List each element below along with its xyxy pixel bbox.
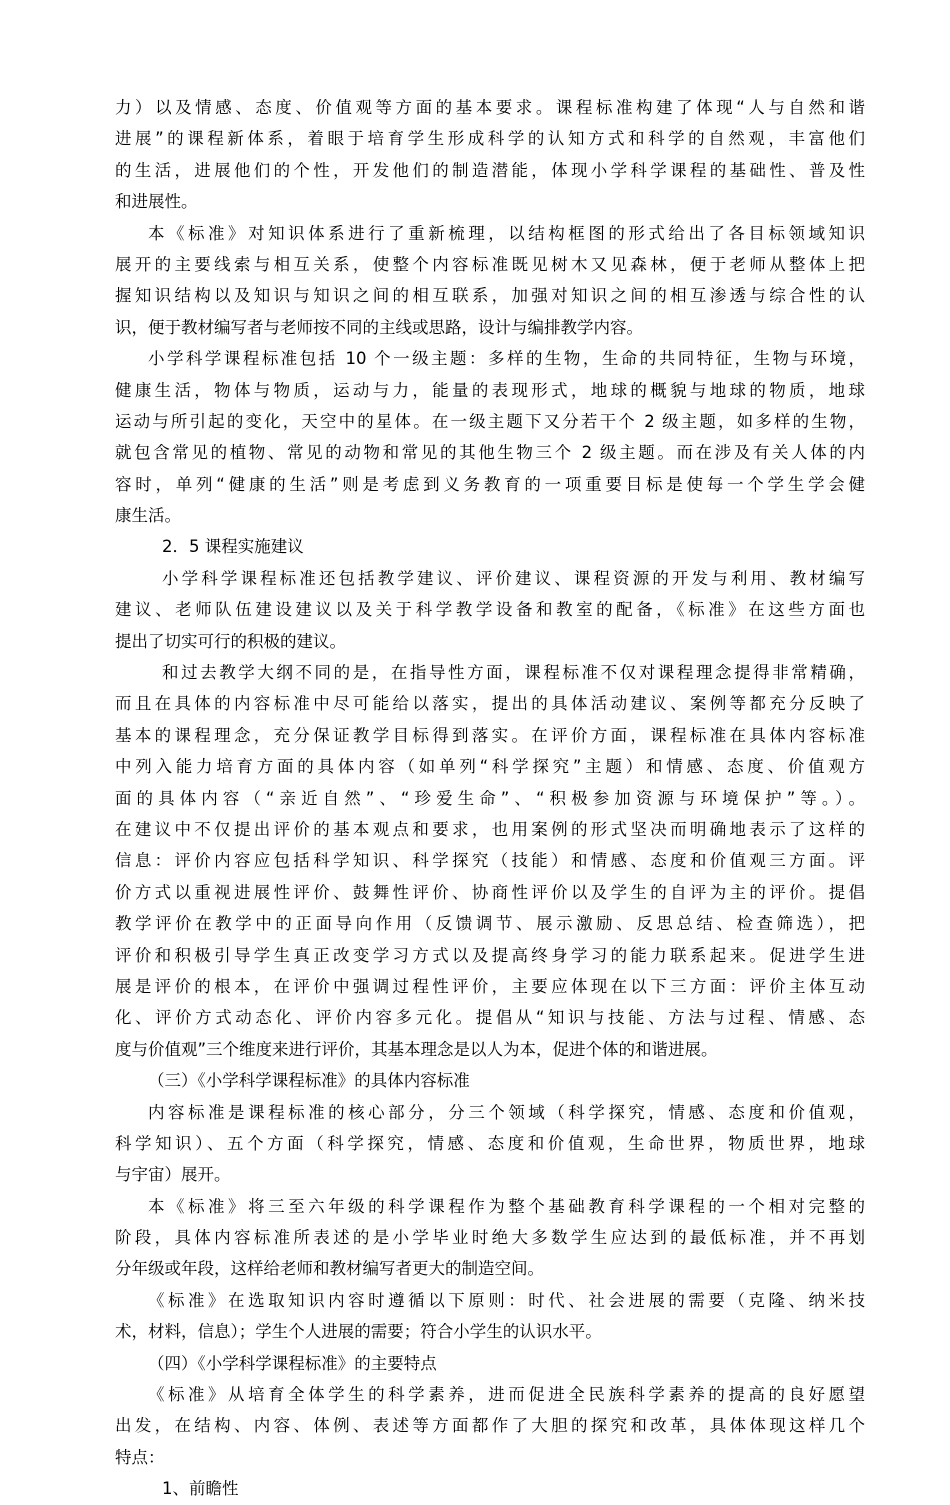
heading-text: 2．5 课程实施建议 xyxy=(162,537,304,557)
paragraph xyxy=(115,657,865,1065)
text-line: 而且在具体的内容标准中尽可能给以落实，提出的具体活动建议、案例等都充分反映了 xyxy=(115,694,865,714)
text-line: 教学评价在教学中的正面导向作用（反馈调节、展示激励、反思总结、检查筛选），把 xyxy=(115,914,865,934)
text-line: 康生活。 xyxy=(115,506,181,526)
section-heading xyxy=(115,531,865,562)
section-heading xyxy=(115,1473,865,1504)
text-line: 力）以及情感、态度、价值观等方面的基本要求。课程标准构建了体现“人与自然和谐 xyxy=(115,98,865,117)
text-line: 展是评价的根本，在评价中强调过程性评价，主要应体现在以下三方面：评价主体互动 xyxy=(115,976,865,996)
text-line: 本《标准》对知识体系进行了重新梳理，以结构框图的形式给出了各目标领域知识 xyxy=(148,223,865,243)
text-line: 本《标准》将三至六年级的科学课程作为整个基础教育科学课程的一个相对完整的 xyxy=(148,1196,865,1216)
text-line: 进展”的课程新体系，着眼于培育学生形成科学的认知方式和科学的自然观，丰富他们 xyxy=(115,129,865,149)
text-line: 面的具体内容（“亲近自然”、“珍爱生命”、“积极参加资源与环境保护”等。）。 xyxy=(115,788,865,808)
text-line: 术，材料，信息）；学生个人进展的需要；符合小学生的认识水平。 xyxy=(115,1322,602,1342)
text-line: 阶段，具体内容标准所表述的是小学毕业时绝大多数学生应达到的最低标准，并不再划 xyxy=(115,1228,865,1248)
text-line: 分年级或年段，这样给老师和教材编写者更大的制造空间。 xyxy=(115,1259,544,1279)
text-line: 价方式以重视进展性评价、鼓舞性评价、协商性评价以及学生的自评为主的评价。提倡 xyxy=(115,882,865,902)
paragraph xyxy=(115,563,865,657)
text-line: 基本的课程理念，充分保证教学目标得到落实。在评价方面，课程标准在具体内容标准 xyxy=(115,725,865,745)
text-line: 和过去教学大纲不同的是，在指导性方面，课程标准不仅对课程理念提得非常精确， xyxy=(162,663,865,683)
text-line: 和进展性。 xyxy=(115,192,198,212)
paragraph xyxy=(115,1285,865,1348)
text-line: 评价和积极引导学生真正改变学习方式以及提高终身学习的能力联系起来。促进学生进 xyxy=(115,945,865,965)
text-line: 小学科学课程标准还包括教学建议、评价建议、课程资源的开发与利用、教材编写 xyxy=(162,568,865,588)
heading-text: （四）《小学科学课程标准》的主要特点 xyxy=(148,1353,437,1373)
text-line: 小学科学课程标准包括 10 个一级主题：多样的生物，生命的共同特征，生物与环境， xyxy=(148,349,865,369)
text-line: 健康生活，物体与物质，运动与力，能量的表现形式，地球的概貌与地球的物质，地球 xyxy=(115,380,865,400)
text-line: 展开的主要线索与相互关系，使整个内容标准既见树木又见森林，便于老师从整体上把 xyxy=(115,254,865,274)
text-line: 运动与所引起的变化，天空中的星体。在一级主题下又分若干个 2 级主题，如多样的生物， xyxy=(115,411,865,431)
paragraph xyxy=(115,92,865,218)
text-line: 建议、老师队伍建设建议以及关于科学教学设备和教室的配备，《标准》在这些方面也 xyxy=(115,600,865,620)
paragraph xyxy=(115,1097,865,1191)
text-line: 容时，单列“健康的生活”则是考虑到义务教育的一项重要目标是使每一个学生学会健 xyxy=(115,474,865,494)
heading-text: （三）《小学科学课程标准》的具体内容标准 xyxy=(148,1071,470,1091)
document-body xyxy=(115,92,865,1505)
text-line: 中列入能力培育方面的具体内容（如单列“科学探究”主题）和情感、态度、价值观方 xyxy=(115,757,865,777)
section-heading xyxy=(115,1065,865,1096)
paragraph xyxy=(115,1379,865,1473)
text-line: 识，便于教材编写者与老师按不同的主线或思路，设计与编排教学内容。 xyxy=(115,317,643,337)
text-line: 内容标准是课程标准的核心部分，分三个领域（科学探究，情感、态度和价值观， xyxy=(148,1102,865,1122)
text-line: 《标准》在选取知识内容时遵循以下原则：时代、社会进展的需要（克隆、纳米技 xyxy=(148,1290,865,1310)
text-line: 特点： xyxy=(115,1447,165,1467)
paragraph xyxy=(115,1191,865,1285)
section-heading xyxy=(115,1348,865,1379)
text-line: 科学知识）、五个方面（科学探究，情感、态度和价值观，生命世界，物质世界，地球 xyxy=(115,1133,865,1153)
text-line: 的生活，进展他们的个性，开发他们的制造潜能，体现小学科学课程的基础性、普及性 xyxy=(115,160,865,180)
text-line: 握知识结构以及知识与知识之间的相互联系，加强对知识之间的相互渗透与综合性的认 xyxy=(115,286,865,306)
text-line: 《标准》从培育全体学生的科学素养，进而促进全民族科学素养的提高的良好愿望 xyxy=(148,1385,865,1405)
text-line: 出发，在结构、内容、体例、表述等方面都作了大胆的探究和改革，具体体现这样几个 xyxy=(115,1416,865,1436)
text-line: 化、评价方式动态化、评价内容多元化。提倡从“知识与技能、方法与过程、情感、态 xyxy=(115,1008,865,1028)
paragraph xyxy=(115,218,865,344)
text-line: 在建议中不仅提出评价的基本观点和要求，也用案例的形式坚决而明确地表示了这样的 xyxy=(115,819,865,839)
text-line: 就包含常见的植物、常见的动物和常见的其他生物三个 2 级主题。而在涉及有关人体的内 xyxy=(115,443,865,463)
text-line: 信息：评价内容应包括科学知识、科学探究（技能）和情感、态度和价值观三方面。评 xyxy=(115,851,865,871)
text-line: 提出了切实可行的积极的建议。 xyxy=(115,631,346,651)
text-line: 度与价值观”三个维度来进行评价，其基本理念是以人为本，促进个体的和谐进展。 xyxy=(115,1039,718,1059)
heading-text: 1、前瞻性 xyxy=(162,1479,239,1499)
paragraph xyxy=(115,343,865,531)
text-line: 与宇宙）展开。 xyxy=(115,1165,231,1185)
